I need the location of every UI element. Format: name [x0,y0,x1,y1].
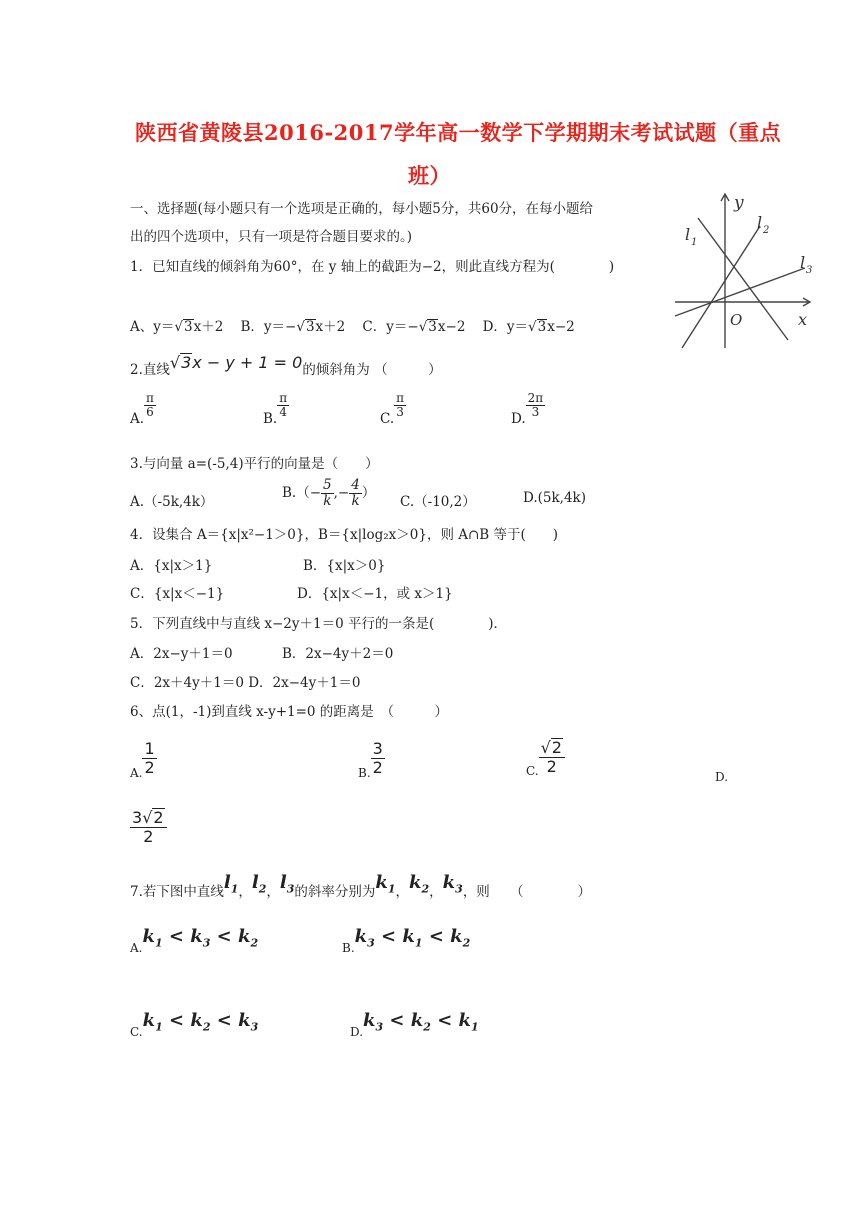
section-intro-line1: 一、选择题(每小题只有一个选项是正确的，每小题5分，共60分，在每小题给 [130,201,594,217]
q3-option-a: A.（-5k,4k） [130,494,214,510]
q1-option-b: B．y＝−√3x＋2 [240,319,346,335]
q7-line-l2: $l_2$ [251,872,267,896]
l1-subscript: 1 [691,237,698,248]
q1-option-a: A、y＝√3x＋2 [130,319,224,335]
page-title-continued: 班） [408,163,451,188]
q2-option-d: D. $\frac{2\pi}{3}$ [511,391,544,428]
origin-label: O [730,311,743,329]
q7-option-d: $D.k_3 < k_2 < k_1$ [350,1010,479,1039]
q3-option-b: B.（− $\frac{5}{k}$ ,− $\frac{4}{k}$ ） [282,477,376,509]
q7-slope-k3: $k_3$ [442,872,463,896]
q5-option-b: B．2x−4y＋2＝0 [282,646,394,662]
q6-option-b: B. $\frac{3}{2}$ [358,739,383,780]
q3-stem: 3.与向量 a=(-5,4)平行的向量是（ ） [130,456,379,472]
q4-stem: 4．设集合 A＝{x|x²−1＞0}，B＝{x|log₂x＞0}，则 A∩B 等于( ) [130,527,559,543]
q2-equation: √3x − y + 1 = 0 [169,353,303,372]
q5-option-a: A．2x−y＋1＝0 [130,646,233,662]
q4-option-b: B．{x|x＞0} [303,558,386,574]
q7-line-l1: $l_1$ [223,872,239,896]
page-title: 陕西省黄陵县2016-2017学年高一数学下学期期末考试试题（重点 [135,120,782,145]
l1-label: l [685,225,691,244]
q7-option-c: $C.k_1 < k_2 < k_3$ [130,1010,259,1039]
q2-option-c: C. $\frac{\pi}{3}$ [380,391,405,428]
l3-label: l [800,253,806,272]
q2-stem: 2.直线√3x − y + 1 = 0的倾斜角为 （ ） [130,353,442,378]
q3-option-c: C.（-10,2） [400,494,476,510]
q6-stem: 6、点(1，-1)到直线 x-y+1=0 的距离是 （ ） [130,704,449,720]
section-intro-line2: 出的四个选项中，只有一项是符合题目要求的。) [130,229,413,245]
q1-option-c: C．y＝−√3x−2 [362,319,466,335]
l2-subscript: 2 [763,225,770,236]
q1-option-d: D．y＝√3x−2 [482,319,575,335]
q6-option-a: A. $\frac{1}{2}$ [130,739,155,780]
q2-option-b: B. $\frac{\pi}{4}$ [263,391,288,428]
q7-slope-k1: $k_1$ [375,872,396,896]
q7-stem: 7.若下图中直线$l_1$，$l_2$，$l_3$的斜率分别为$k_1$，$k_2$，$k_3$，则 （ ） [130,872,592,900]
slope-lines-figure [670,188,820,353]
q7-line-l3: $l_3$ [279,872,295,896]
q2-option-a: A. $\frac{\pi}{6}$ [130,391,154,428]
q6-option-d-value: $\frac{3√2}{2}$ [130,808,167,845]
x-axis-label: x [798,310,808,329]
q4-option-c: C．{x|x＜−1} [130,586,225,602]
q5-option-cd: C．2x＋4y＋1＝0 D．2x−4y＋1＝0 [130,675,361,691]
q7-option-b: $B.k_3 < k_1 < k_2$ [342,926,471,955]
q5-stem: 5．下列直线中与直线 x−2y＋1＝0 平行的一条是( )． [130,616,508,632]
q7-slope-k2: $k_2$ [409,872,430,896]
y-axis-label: y [734,193,744,213]
q3-option-d: D.(5k,4k) [523,490,586,506]
l3-subscript: 3 [806,265,813,276]
q1-stem: 1．已知直线的倾斜角为60°，在 y 轴上的截距为−2，则此直线方程为( ) [130,259,615,275]
q4-option-a: A．{x|x＞1} [130,558,213,574]
q6-option-c: C. $\frac{√2}{2}$ [526,738,565,775]
q7-option-a: $A.k_1 < k_3 < k_2$ [130,926,259,955]
q4-option-d: D．{x|x＜−1，或 x＞1} [297,586,453,602]
q6-option-d-label: D. [715,770,729,784]
l2-label: l [757,213,763,232]
q1-options [130,315,575,335]
